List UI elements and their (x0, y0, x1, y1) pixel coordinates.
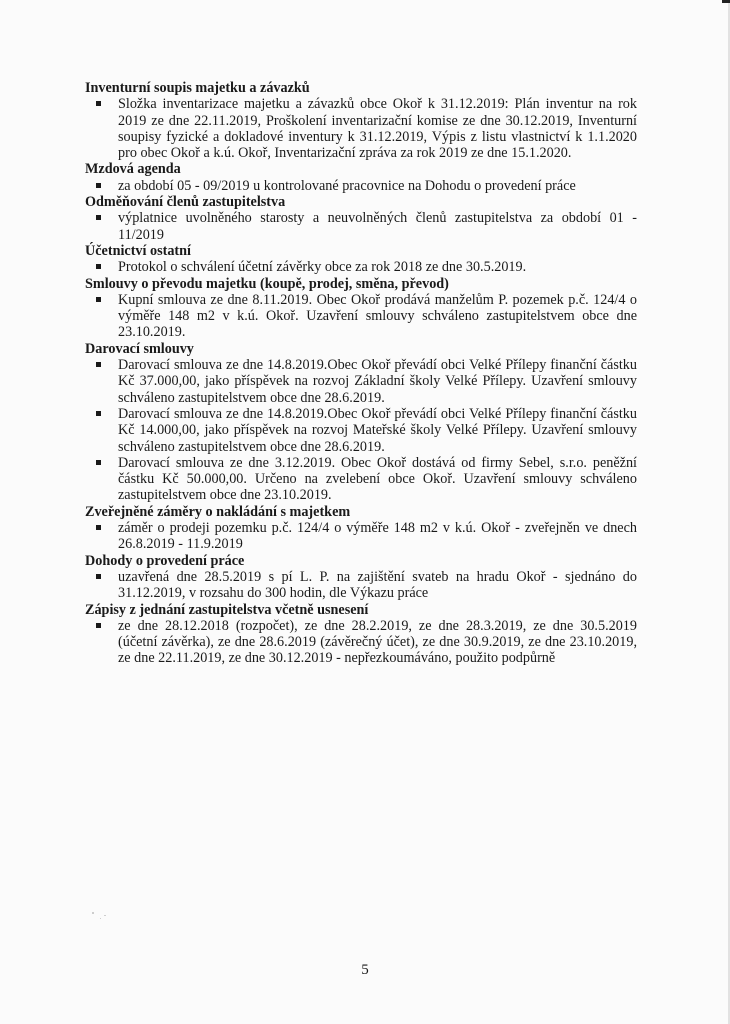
scan-corner-mark (722, 0, 730, 3)
item-text: záměr o prodeji pozemku p.č. 124/4 o výměře 148 m2 v k.ú. Okoř - zveřejněn ve dnech 26.8.2019 - 11.9.2019 (118, 520, 637, 553)
section-heading: Smlouvy o převodu majetku (koupě, prodej, směna, převod) (85, 275, 449, 292)
bullet-square-icon (96, 297, 101, 302)
list-item (85, 618, 637, 667)
bullet-square-icon (96, 101, 101, 106)
bullet-square-icon (96, 574, 101, 579)
section-council-minutes (85, 602, 637, 667)
item-text: Darovací smlouva ze dne 14.8.2019.Obec Okoř převádí obci Velké Přílepy finanční částku Kč 37.000,00, jako příspěvek na rozvoj Základní školy Velké Přílepy. Uzavření smlouvy schváleno zastupitelstvem obce dne 28.6.2019. (118, 357, 637, 406)
scan-speck (92, 912, 94, 914)
item-text: Protokol o schválení účetní závěrky obce za rok 2018 ze dne 30.5.2019. (118, 259, 527, 276)
item-text: uzavřená dne 28.5.2019 s pí L. P. na zajištění svateb na hradu Okoř - sjednáno do 31.12.2019, v rozsahu do 300 hodin, dle Výkazu práce (118, 568, 637, 602)
item-list (85, 569, 637, 602)
bullet-square-icon (96, 411, 101, 416)
item-text: Složka inventarizace majetku a závazků obce Okoř k 31.12.2019: Plán inventur na rok 2019 ze dne 22.11.2019, Proškolení inventarizační komise ze dne 30.12.2019, Inventurní soupisy fyzické a dokladové inventury k 31.12.2019, Výpis z listu vlastnictví k 1.1.2020 pro obec Okoř a k.ú. Okoř, Inventarizační zpráva za rok 2019 ze dne 15.1.2020. (118, 96, 637, 162)
item-text: Kupní smlouva ze dne 8.11.2019. Obec Okoř prodává manželům P. pozemek p.č. 124/4 o výměře 148 m2 v k.ú. Okoř. Uzavření smlouvy schváleno zastupitelstvem obce dne 23.10.2019. (118, 291, 637, 341)
list-item (85, 259, 637, 275)
section-work-agreements (85, 553, 637, 602)
item-text: výplatnice uvolněného starosty a neuvolněných členů zastupitelstva za období 01 - 11/2019 (118, 210, 637, 243)
bullet-square-icon (96, 264, 101, 269)
item-list (85, 210, 637, 243)
scan-speck (100, 918, 101, 919)
section-heading: Mzdová agenda (85, 161, 181, 178)
item-text: Darovací smlouva ze dne 14.8.2019.Obec Okoř převádí obci Velké Přílepy finanční částku Kč 14.000,00, jako příspěvek na rozvoj Mateřské školy Velké Přílepy. Uzavření smlouvy schváleno zastupitelstvem obce dne 28.6.2019. (118, 405, 637, 455)
list-item (85, 569, 637, 602)
list-item (85, 292, 637, 341)
bullet-square-icon (96, 362, 101, 367)
list-item (85, 357, 637, 406)
section-property-transfer (85, 276, 637, 341)
section-inventory (85, 80, 637, 161)
bullet-square-icon (96, 623, 101, 628)
section-council-pay (85, 194, 637, 243)
section-heading: Dohody o provedení práce (85, 552, 245, 569)
item-text: Darovací smlouva ze dne 3.12.2019. Obec Okoř dostává od firmy Sebel, s.r.o. peněžní částku Kč 50.000,00. Určeno na zvelebení obce Okoř. Uzavření smlouvy schváleno zastupitelstvem obce dne 23.10.2019. (118, 454, 637, 504)
list-item (85, 178, 637, 194)
list-item (85, 520, 637, 553)
item-list (85, 259, 637, 275)
item-list (85, 520, 637, 553)
item-list (85, 96, 637, 161)
list-item (85, 406, 637, 455)
item-list (85, 292, 637, 341)
section-accounting-other (85, 243, 637, 276)
section-heading: Účetnictví ostatní (85, 242, 191, 259)
document-body (85, 80, 637, 667)
item-text: za období 05 - 09/2019 u kontrolované pracovnice na Dohodu o provedení práce (118, 177, 576, 194)
page-number: 5 (361, 962, 369, 978)
item-list (85, 357, 637, 504)
scan-speck (104, 915, 106, 916)
section-heading: Darovací smlouvy (85, 340, 194, 357)
section-published-intents (85, 504, 637, 553)
list-item (85, 96, 637, 161)
section-heading: Odměňování členů zastupitelstva (85, 194, 286, 211)
section-donation-contracts (85, 341, 637, 504)
section-payroll (85, 161, 637, 194)
section-heading: Zveřejněné záměry o nakládání s majetkem (85, 503, 351, 520)
list-item (85, 455, 637, 504)
bullet-square-icon (96, 215, 101, 220)
bullet-square-icon (96, 460, 101, 465)
section-heading: Zápisy z jednání zastupitelstva včetně usnesení (85, 601, 369, 618)
bullet-square-icon (96, 525, 101, 530)
bullet-square-icon (96, 183, 101, 188)
item-list (85, 618, 637, 667)
item-list (85, 178, 637, 194)
list-item (85, 210, 637, 243)
section-heading: Inventurní soupis majetku a závazků (85, 80, 310, 96)
item-text: ze dne 28.12.2018 (rozpočet), ze dne 28.2.2019, ze dne 28.3.2019, ze dne 30.5.2019 (účetní závěrka), ze dne 28.6.2019 (závěrečný účet), ze dne 30.9.2019, ze dne 23.10.2019, ze dne 22.11.2019, ze dne 30.12.2019 - nepřezkoumáváno, použito podpůrně (118, 617, 637, 667)
